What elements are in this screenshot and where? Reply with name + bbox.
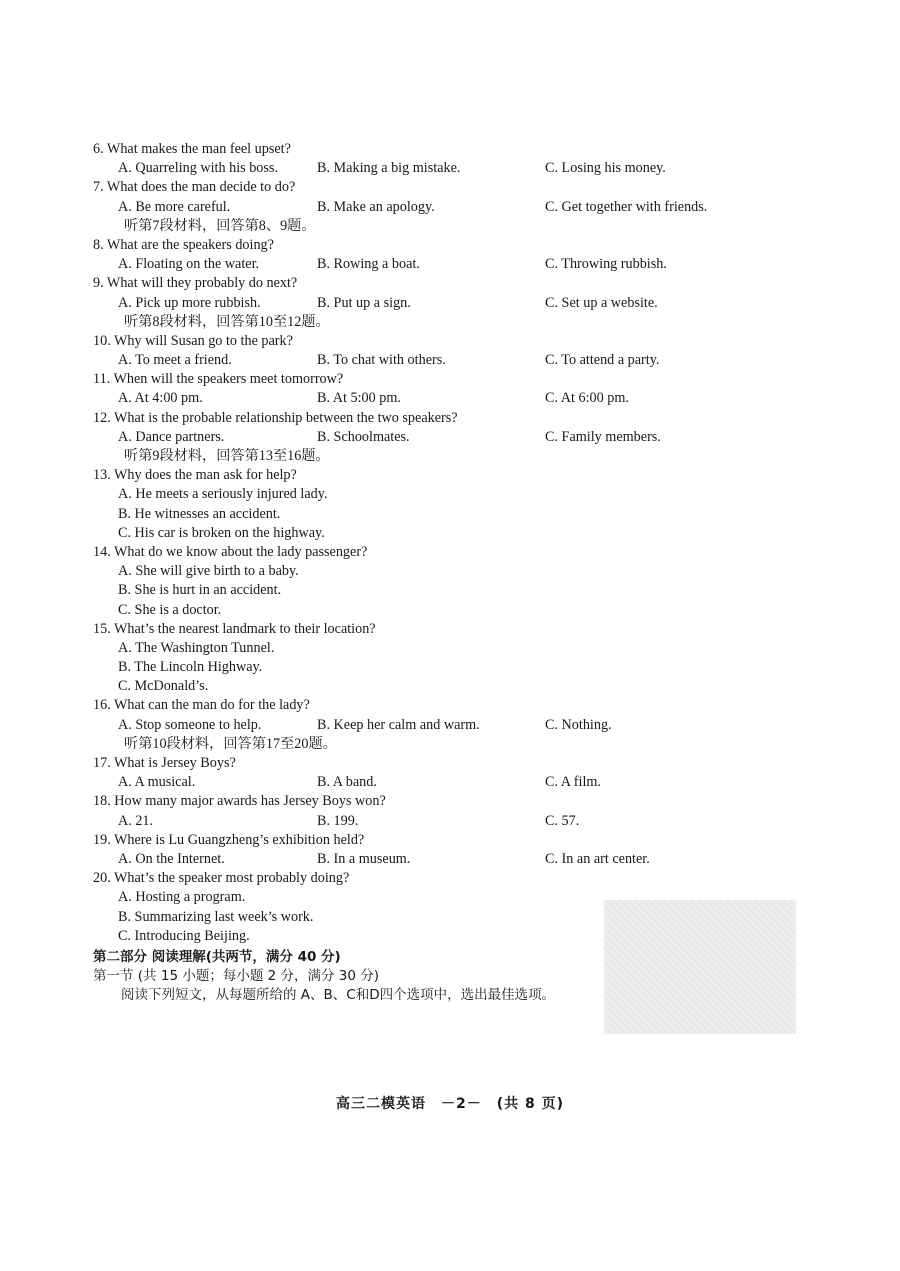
option-a: A. The Washington Tunnel. [118,639,275,656]
question-stem: 9. What will they probably do next? [93,275,298,292]
option-c: C. Family members. [545,428,661,445]
option-c: C. A film. [545,774,601,791]
option-row [93,351,833,370]
question-stem: 10. Why will Susan go to the park? [93,332,293,349]
option-b: B. The Lincoln Highway. [118,659,263,676]
option-b: B. To chat with others. [317,352,446,369]
option-c: C. Set up a website. [545,294,658,311]
page-footer: 高三二模英语 －2－ (共 8 页) [335,1096,565,1112]
option-a: A. To meet a friend. [118,352,232,369]
question-stem: 8. What are the speakers doing? [93,236,274,253]
option-b: B. At 5:00 pm. [317,390,401,407]
question-stem: 18. How many major awards has Jersey Boys won? [93,793,386,810]
option-row [93,294,833,313]
option-c: C. 57. [545,812,580,829]
option-c: C. Get together with friends. [545,198,708,215]
option-row [93,428,833,447]
part-two-title: 第二部分 阅读理解(共两节，满分 40 分) [93,948,341,965]
option-a: A. Quarreling with his boss. [118,160,278,177]
option-c: C. Throwing rubbish. [545,256,667,273]
option-b: B. In a museum. [317,850,411,867]
option-a: A. Dance partners. [118,428,225,445]
option-a: A. Stop someone to help. [118,716,262,733]
option-row [93,812,833,831]
option-b: B. 199. [317,812,359,829]
option-row [93,159,833,178]
question-stem: 19. Where is Lu Guangzheng’s exhibition held? [93,831,365,848]
option-c: C. McDonald’s. [118,678,209,695]
section-instruction: 听第10段材料，回答第17至20题。 [124,735,337,752]
option-b: B. He witnesses an accident. [118,505,281,522]
option-b: B. Make an apology. [317,198,435,215]
option-b: B. Keep her calm and warm. [317,716,480,733]
question-stem: 7. What does the man decide to do? [93,179,296,196]
option-row [93,198,833,217]
option-b: B. Making a big mistake. [317,160,461,177]
section-instruction: 听第9段材料，回答第13至16题。 [124,448,330,464]
option-c: C. Losing his money. [545,160,666,177]
listening-questions [93,140,833,1005]
reading-direction: 阅读下列短文，从每题所给的 A、B、C和D四个选项中，选出最佳选项。 [121,987,556,1004]
option-c: C. At 6:00 pm. [545,390,629,407]
option-c: C. In an art center. [545,850,650,867]
option-b: B. Put up a sign. [317,294,411,311]
option-row [93,716,833,735]
option-row [93,255,833,274]
option-row [93,850,833,869]
question-stem: 14. What do we know about the lady passenger? [93,543,368,560]
section-one-title: 第一节 (共 15 小题；每小题 2 分，满分 30 分) [93,968,380,985]
option-a: A. Be more careful. [118,198,231,215]
option-c: C. To attend a party. [545,352,660,369]
question-stem: 16. What can the man do for the lady? [93,697,310,714]
option-b: B. She is hurt in an accident. [118,582,282,599]
option-b: B. Summarizing last week’s work. [118,908,314,925]
option-a: A. A musical. [118,774,196,791]
option-a: A. At 4:00 pm. [118,390,203,407]
option-row [93,773,833,792]
question-stem: 20. What’s the speaker most probably doing? [93,870,350,887]
option-c: C. She is a doctor. [118,601,222,618]
option-c: C. Nothing. [545,716,612,733]
section-instruction: 听第7段材料，回答第8、9题。 [124,217,316,234]
question-stem: 17. What is Jersey Boys? [93,755,236,771]
option-c: C. His car is broken on the highway. [118,524,325,541]
option-a: A. Floating on the water. [118,256,260,273]
option-b: B. Rowing a boat. [317,256,420,273]
section-instruction: 听第8段材料，回答第10至12题。 [124,313,330,330]
option-b: B. A band. [317,774,377,791]
option-a: A. On the Internet. [118,850,225,867]
option-a: A. 21. [118,812,154,829]
question-stem: 13. Why does the man ask for help? [93,467,297,484]
option-a: A. Pick up more rubbish. [118,294,261,311]
option-row [93,389,833,408]
option-a: A. She will give birth to a baby. [118,563,299,580]
question-stem: 15. What’s the nearest landmark to their location? [93,620,376,637]
option-c: C. Introducing Beijing. [118,927,250,944]
question-stem: 12. What is the probable relationship between the two speakers? [93,409,458,426]
option-a: A. He meets a seriously injured lady. [118,486,328,503]
question-stem: 6. What makes the man feel upset? [93,141,291,157]
option-b: B. Schoolmates. [317,428,410,445]
option-a: A. Hosting a program. [118,889,246,906]
question-stem: 11. When will the speakers meet tomorrow? [93,371,344,388]
